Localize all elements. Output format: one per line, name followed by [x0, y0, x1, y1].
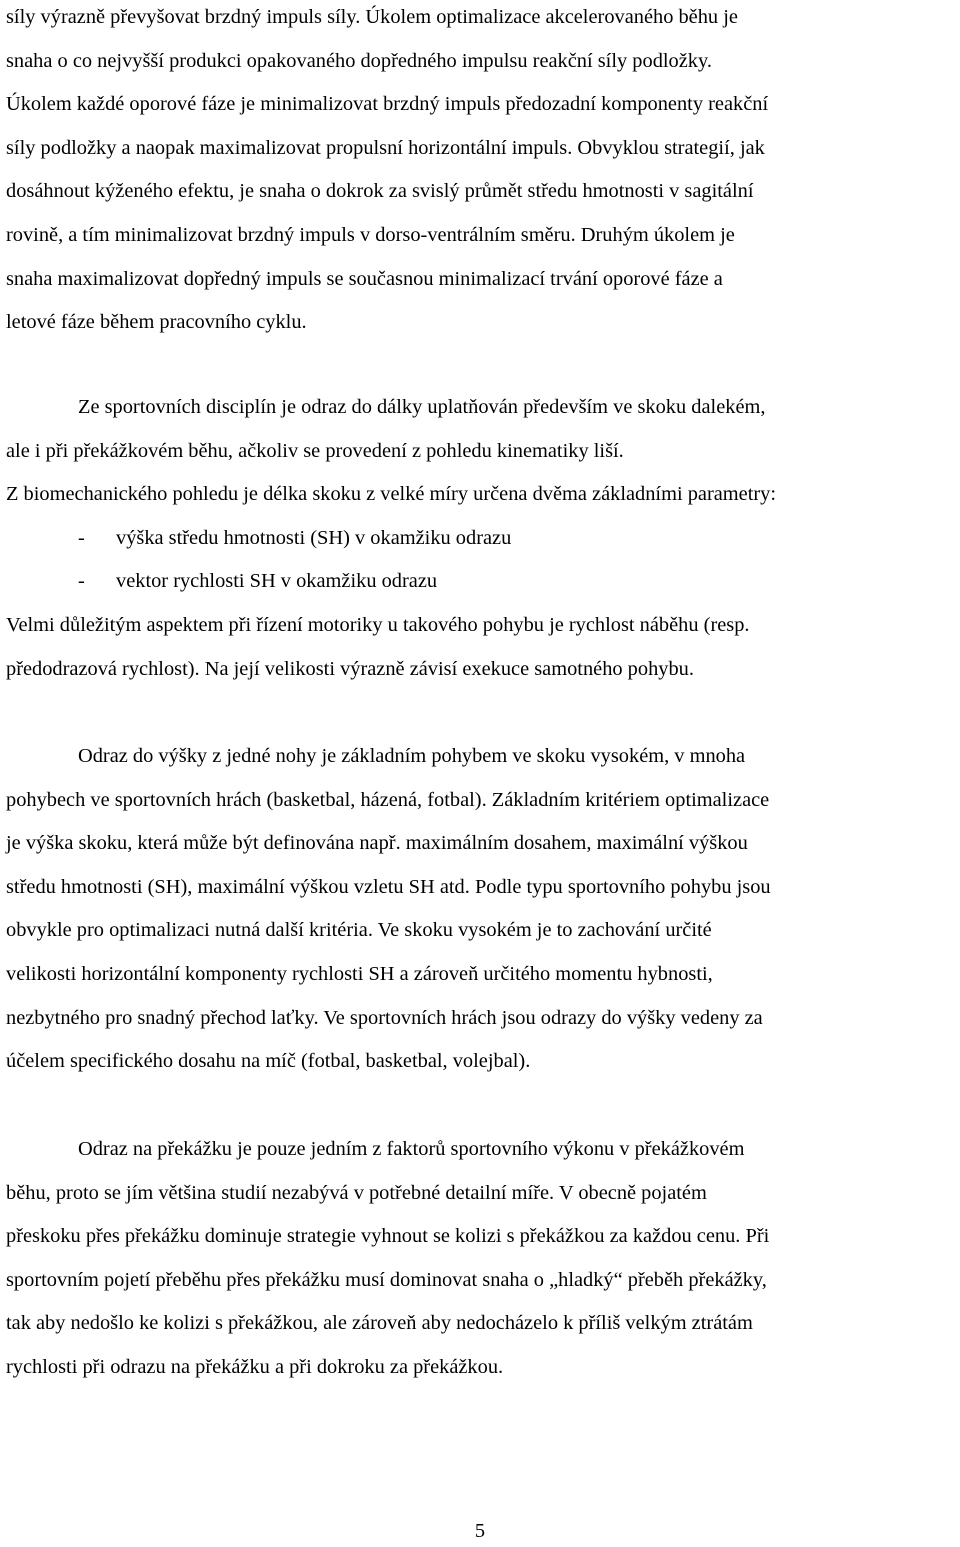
- list-item: [6, 517, 776, 561]
- list-marker: -: [78, 526, 85, 549]
- text-line: Odraz do výšky z jedné nohy je základním pohybem ve skoku vysokém, v mnoha: [78, 745, 746, 767]
- text-line: Úkolem každé oporové fáze je minimalizovat brzdný impuls předozadní komponenty reakční: [6, 93, 769, 116]
- text-line: předodrazová rychlost). Na její velikosti výrazně závisí exekuce samotného pohybu.: [6, 657, 694, 680]
- text-line: síly podložky a naopak maximalizovat propulsní horizontální impuls. Obvyklou strategií, jak: [6, 136, 765, 159]
- text-line: síly výrazně převyšovat brzdný impuls síly. Úkolem optimalizace akcelerovaného běhu je: [6, 6, 738, 28]
- page-number: 5: [474, 1520, 486, 1542]
- text-line: středu hmotnosti (SH), maximální výškou vzletu SH atd. Podle typu sportovního pohybu jsou: [6, 875, 771, 898]
- paragraph-sprint-optimization: [6, 0, 768, 345]
- paragraph-long-jump: [6, 386, 776, 691]
- text-line: sportovním pojetí přeběhu přes překážku musí dominovat snaha o „hladký“ přeběh překážky,: [6, 1268, 767, 1291]
- text-line: Odraz na překážku je pouze jedním z faktorů sportovního výkonu v překážkovém: [78, 1138, 745, 1160]
- list-item-text: výška středu hmotnosti (SH) v okamžiku odrazu: [116, 526, 512, 549]
- text-line: rovině, a tím minimalizovat brzdný impuls v dorso-ventrálním směru. Druhým úkolem je: [6, 223, 735, 246]
- text-line: snaha o co nejvyšší produkci opakovaného dopředného impulsu reakční síly podložky.: [6, 49, 712, 72]
- text-line: letové fáze během pracovního cyklu.: [6, 311, 307, 334]
- text-line: velikosti horizontální komponenty rychlosti SH a zároveň určitého momentu hybnosti,: [6, 962, 713, 985]
- text-line: běhu, proto se jím většina studií nezabývá v potřebné detailní míře. V obecně pojatém: [6, 1181, 707, 1204]
- paragraph-hurdle: [6, 1128, 769, 1390]
- text-line: pohybech ve sportovních hrách (basketbal, házená, fotbal). Základním kritériem optimalizace: [6, 788, 770, 811]
- list-item: [6, 560, 776, 604]
- list-item-text: vektor rychlosti SH v okamžiku odrazu: [116, 570, 438, 593]
- text-line: dosáhnout kýženého efektu, je snaha o dokrok za svislý průmět středu hmotnosti v sagitální: [6, 180, 754, 203]
- text-line: obvykle pro optimalizaci nutná další kritéria. Ve skoku vysokém je to zachování určité: [6, 919, 712, 942]
- text-line: tak aby nedošlo ke kolizi s překážkou, ale zároveň aby nedocházelo k příliš velkým ztrátám: [6, 1312, 753, 1335]
- text-line: přeskoku přes překážku dominuje strategie vyhnout se kolizi s překážkou za každou cenu. Při: [6, 1225, 770, 1248]
- text-line: je výška skoku, která může být definována např. maximálním dosahem, maximální výškou: [6, 832, 748, 855]
- paragraph-high-jump: [6, 735, 771, 1084]
- text-line: nezbytného pro snadný přechod laťky. Ve sportovních hrách jsou odrazy do výšky vedeny za: [6, 1006, 763, 1029]
- text-line: Z biomechanického pohledu je délka skoku z velké míry určena dvěma základními parametry:: [6, 483, 777, 506]
- text-line: ale i při překážkovém běhu, ačkoliv se provedení z pohledu kinematiky liší.: [6, 439, 624, 462]
- text-line: Ze sportovních disciplín je odraz do dálky uplatňován především ve skoku dalekém,: [78, 396, 766, 418]
- list-marker: -: [78, 570, 85, 593]
- text-line: Velmi důležitým aspektem při řízení motoriky u takového pohybu je rychlost náběhu (resp.: [6, 613, 750, 636]
- text-line: snaha maximalizovat dopředný impuls se současnou minimalizací trvání oporové fáze a: [6, 267, 723, 290]
- text-line: rychlosti při odrazu na překážku a při dokroku za překážkou.: [6, 1355, 504, 1378]
- text-line: účelem specifického dosahu na míč (fotbal, basketbal, volejbal).: [6, 1050, 531, 1073]
